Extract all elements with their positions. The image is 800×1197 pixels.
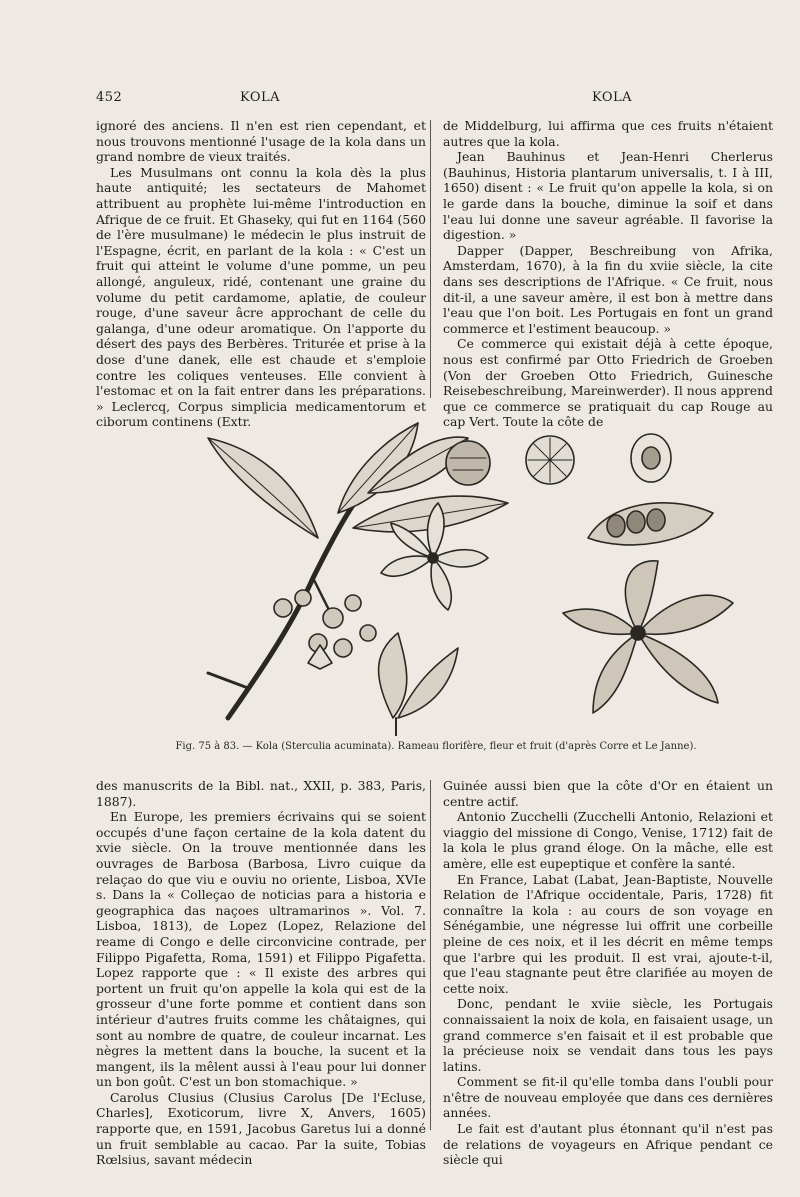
paragraph: Les Musulmans ont connu la kola dès la plus haute antiquité; les sectateurs de Mahomet attribuent au prophète lui-même l'introduction en Afrique de ce fruit. Et Ghaseky, qui fut en 1164 (560 de l'ère musulmane) le médecin le plus instruit de l'Espagne, écrit, en parlant de la kola : « C'est un fruit qui atteint le volume d'une pomme, un peu allongé, anguleux, ridé, contenant une graine du volume du petit cardamome, aplatie, de couleur rouge, d'une saveur âcre approchant de celle du galanga, d'une odeur aromatique. On l'apporte du désert des pays des Berbères. Triturée et prise à la dose d'une danek, elle est chaude et s'emploie contre les coliques venteuses. Elle convient à l'estomac et on la fait entrer dans les préparations. » Leclercq, Corpus simplicia medicamentorum et ciborum continens (Extr.: [96, 164, 426, 430]
paragraph: de Middelburg, lui affirma que ces fruits n'étaient autres que la kola.: [443, 118, 773, 149]
figure-caption: Fig. 75 à 83. — Kola (Sterculia acuminata). Rameau florifère, fleur et fruit (d'après Corre et Le Janne).: [175, 741, 697, 752]
kola-botanical-illustration: [168, 418, 768, 736]
text-column-bottom-right: [443, 778, 773, 1168]
paragraph: En France, Labat (Labat, Jean-Baptiste, Nouvelle Relation de l'Afrique occidentale, Paris, 1728) fit connaître la kola : au cours de son voyage en Sénégambie, une négresse lui offrit une corbeille pleine de ces noix, et il les décrit en même temps que l'arbre qui les produit. Il est vrai, ajoute-t-il, que l'eau stagnante peut être clarifiée au moyen de cette noix.: [443, 871, 773, 996]
paragraph: Donc, pendant le xviie siècle, les Portugais connaissaient la noix de kola, en faisaient usage, un grand commerce s'en faisait et il est probable que la précieuse noix se vendait dans tous les pays latins.: [443, 996, 773, 1074]
column-divider-top: [430, 120, 431, 398]
text-column-top-right: [443, 118, 773, 430]
paragraph: Le fait est d'autant plus étonnant qu'il n'est pas de relations de voyageurs en Afrique pendant ce siècle qui: [443, 1121, 773, 1168]
column-divider-bottom: [430, 780, 431, 1130]
paragraph: Jean Bauhinus et Jean-Henri Cherlerus (Bauhinus, Historia plantarum universalis, t. I à III, 1650) disent : « Le fruit qu'on appelle la kola, si on le garde dans la bouche, diminue la soif et dans l'eau lui donne une saveur agréable. Il favorise la digestion. »: [443, 149, 773, 243]
running-head-right: KOLA: [592, 90, 633, 105]
paragraph: Ce commerce qui existait déjà à cette époque, nous est confirmé par Otto Friedrich de Groeben (Von der Groeben Otto Friedrich, Guinesche Reisebeschreibung, Mareinwerder). Il nous apprend que ce commerce se pratiquait du cap Rouge au cap Vert. Toute la côte de: [443, 336, 773, 430]
text-column-bottom-left: [96, 778, 426, 1168]
paragraph: Comment se fit-il qu'elle tomba dans l'oubli pour n'être de nouveau employée que dans ces dernières années.: [443, 1074, 773, 1121]
page-number: 452: [96, 90, 123, 105]
paragraph: des manuscrits de la Bibl. nat., XXII, p. 383, Paris, 1887).: [96, 778, 426, 809]
running-head-left: KOLA: [240, 90, 281, 105]
paragraph: Antonio Zucchelli (Zucchelli Antonio, Relazioni et viaggio del missione di Congo, Venise, 1712) fait de la kola le plus grand éloge. On la mâche, elle est amère, elle est eupeptique et confère la santé.: [443, 809, 773, 871]
paragraph: Guinée aussi bien que la côte d'Or en étaient un centre actif.: [443, 778, 773, 809]
paragraph: ignoré des anciens. Il n'en est rien cependant, et nous trouvons mentionné l'usage de la kola dans un grand nombre de vieux traités.: [96, 118, 426, 165]
paragraph: Carolus Clusius (Clusius Carolus [De l'Ecluse, Charles], Exoticorum, livre X, Anvers, 1605) rapporte que, en 1591, Jacobus Garetus lui a donné un fruit semblable au cacao. Par la suite, Tobias Rœlsius, savant médecin: [96, 1089, 426, 1168]
paragraph: En Europe, les premiers écrivains qui se soient occupés d'une façon certaine de la kola datent du xvie siècle. On la trouve mentionnée dans les ouvrages de Barbosa (Barbosa, Livro cuique da relaçao do que viu e ouviu no oriente, Lisboa, XVIe s. Dans la « Colleçao de noticias para a historia e geographica das naçoes ultramarinos ». Vol. 7. Lisboa, 1813), de Lopez (Lopez, Relazione del reame di Congo e delle circonvicine contrade, per Filippo Pigafetta, Roma, 1591) et Filippo Pigafetta. Lopez rapporte que : « Il existe des arbres qui portent un fruit qu'on appelle la kola qui est de la grosseur d'une forte pomme et contient dans son intérieur d'autres fruits comme les châtaignes, qui sont au nombre de quatre, de couleur incarnat. Les nègres la mettent dans la bouche, la sucent et la mangent, ils la mêlent aussi à l'eau pour lui donner un bon goût. C'est un bon stomachique. »: [96, 809, 426, 1090]
paragraph: Dapper (Dapper, Beschreibung von Afrika, Amsterdam, 1670), à la fin du xviie siècle, la cite dans ses descriptions de l'Afrique. « Ce fruit, nous dit-il, a une saveur amère, il est bon à mettre dans l'eau que l'on boit. Les Portugais en font un grand commerce et l'estiment beaucoup. »: [443, 242, 773, 336]
text-column-top-left: [96, 118, 426, 430]
